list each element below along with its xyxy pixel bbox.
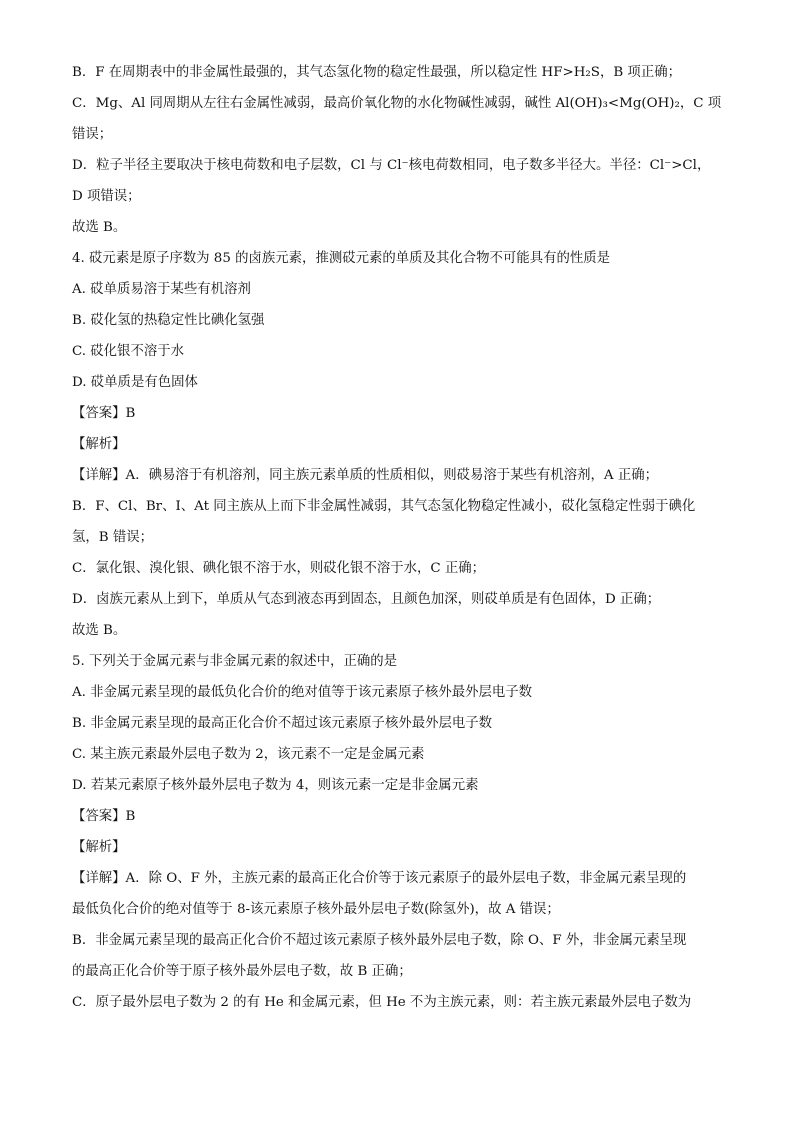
option-c: C. 某主族元素最外层电子数为 2，该元素不一定是金属元素 — [72, 747, 425, 762]
text-line: B．F 在周期表中的非金属性最强的，其气态氢化物的稳定性最强，所以稳定性 HF>H₂S，B 项正确； — [72, 65, 681, 80]
text-line: 故选 B。 — [72, 220, 127, 235]
text-line: C．氯化银、溴化银、碘化银不溶于水，则砹化银不溶于水，C 正确； — [72, 561, 486, 576]
analysis-label: 【解析】 — [72, 840, 126, 855]
text-line: D 项错误； — [72, 189, 141, 204]
option-c: C. 砹化银不溶于水 — [72, 344, 185, 359]
text-line: 氢，B 错误； — [72, 530, 154, 545]
option-a: A. 非金属元素呈现的最低负化合价的绝对值等于该元素原子核外最外层电子数 — [72, 685, 533, 700]
text-line: D．粒子半径主要取决于核电荷数和电子层数，Cl 与 Cl⁻核电荷数相同，电子数多半径大。半径：Cl⁻>Cl， — [72, 158, 711, 173]
text-line: C．Mg、Al 同周期从左往右金属性减弱，最高价氧化物的水化物碱性减弱，碱性 Al(OH)₃<Mg(OH)₂，C 项 — [72, 96, 722, 111]
text-line: 的最高正化合价等于原子核外最外层电子数，故 B 正确； — [72, 964, 412, 979]
text-line: 【详解】A．碘易溶于有机溶剂，同主族元素单质的性质相似，则砹易溶于某些有机溶剂，A 正确； — [72, 468, 659, 483]
answer-label: 【答案】B — [72, 809, 136, 824]
option-d: D. 若某元素原子核外最外层电子数为 4，则该元素一定是非金属元素 — [72, 778, 479, 793]
text-line: C．原子最外层电子数为 2 的有 He 和金属元素，但 He 不为主族元素，则：若主族元素最外层电子数为 — [72, 995, 692, 1010]
text-line: D．卤族元素从上到下，单质从气态到液态再到固态，且颜色加深，则砹单质是有色固体，D 正确； — [72, 592, 661, 607]
text-line: 【详解】A．除 O、F 外，主族元素的最高正化合价等于该元素原子的最外层电子数，非金属元素呈现的 — [72, 871, 687, 886]
text-line: 错误； — [72, 127, 113, 142]
question-stem: 4. 砹元素是原子序数为 85 的卤族元素，推测砹元素的单质及其化合物不可能具有的性质是 — [72, 251, 611, 266]
option-d: D. 砹单质是有色固体 — [72, 375, 198, 390]
option-b: B. 非金属元素呈现的最高正化合价不超过该元素原子核外最外层电子数 — [72, 716, 493, 731]
option-b: B. 砹化氢的热稳定性比碘化氢强 — [72, 313, 265, 328]
text-line: B．F、Cl、Br、I、At 同主族从上而下非金属性减弱，其气态氢化物稳定性减小，砹化氢稳定性弱于碘化 — [72, 499, 696, 514]
text-line: 故选 B。 — [72, 623, 127, 638]
answer-label: 【答案】B — [72, 406, 136, 421]
question-stem: 5. 下列关于金属元素与非金属元素的叙述中，正确的是 — [72, 654, 398, 669]
option-a: A. 砹单质易溶于某些有机溶剂 — [72, 282, 251, 297]
text-line: 最低负化合价的绝对值等于 8-该元素原子核外最外层电子数(除氢外)，故 A 错误； — [72, 902, 560, 917]
analysis-label: 【解析】 — [72, 437, 126, 452]
text-line: B．非金属元素呈现的最高正化合价不超过该元素原子核外最外层电子数，除 O、F 外，非金属元素呈现 — [72, 933, 687, 948]
document-page — [72, 62, 722, 1023]
